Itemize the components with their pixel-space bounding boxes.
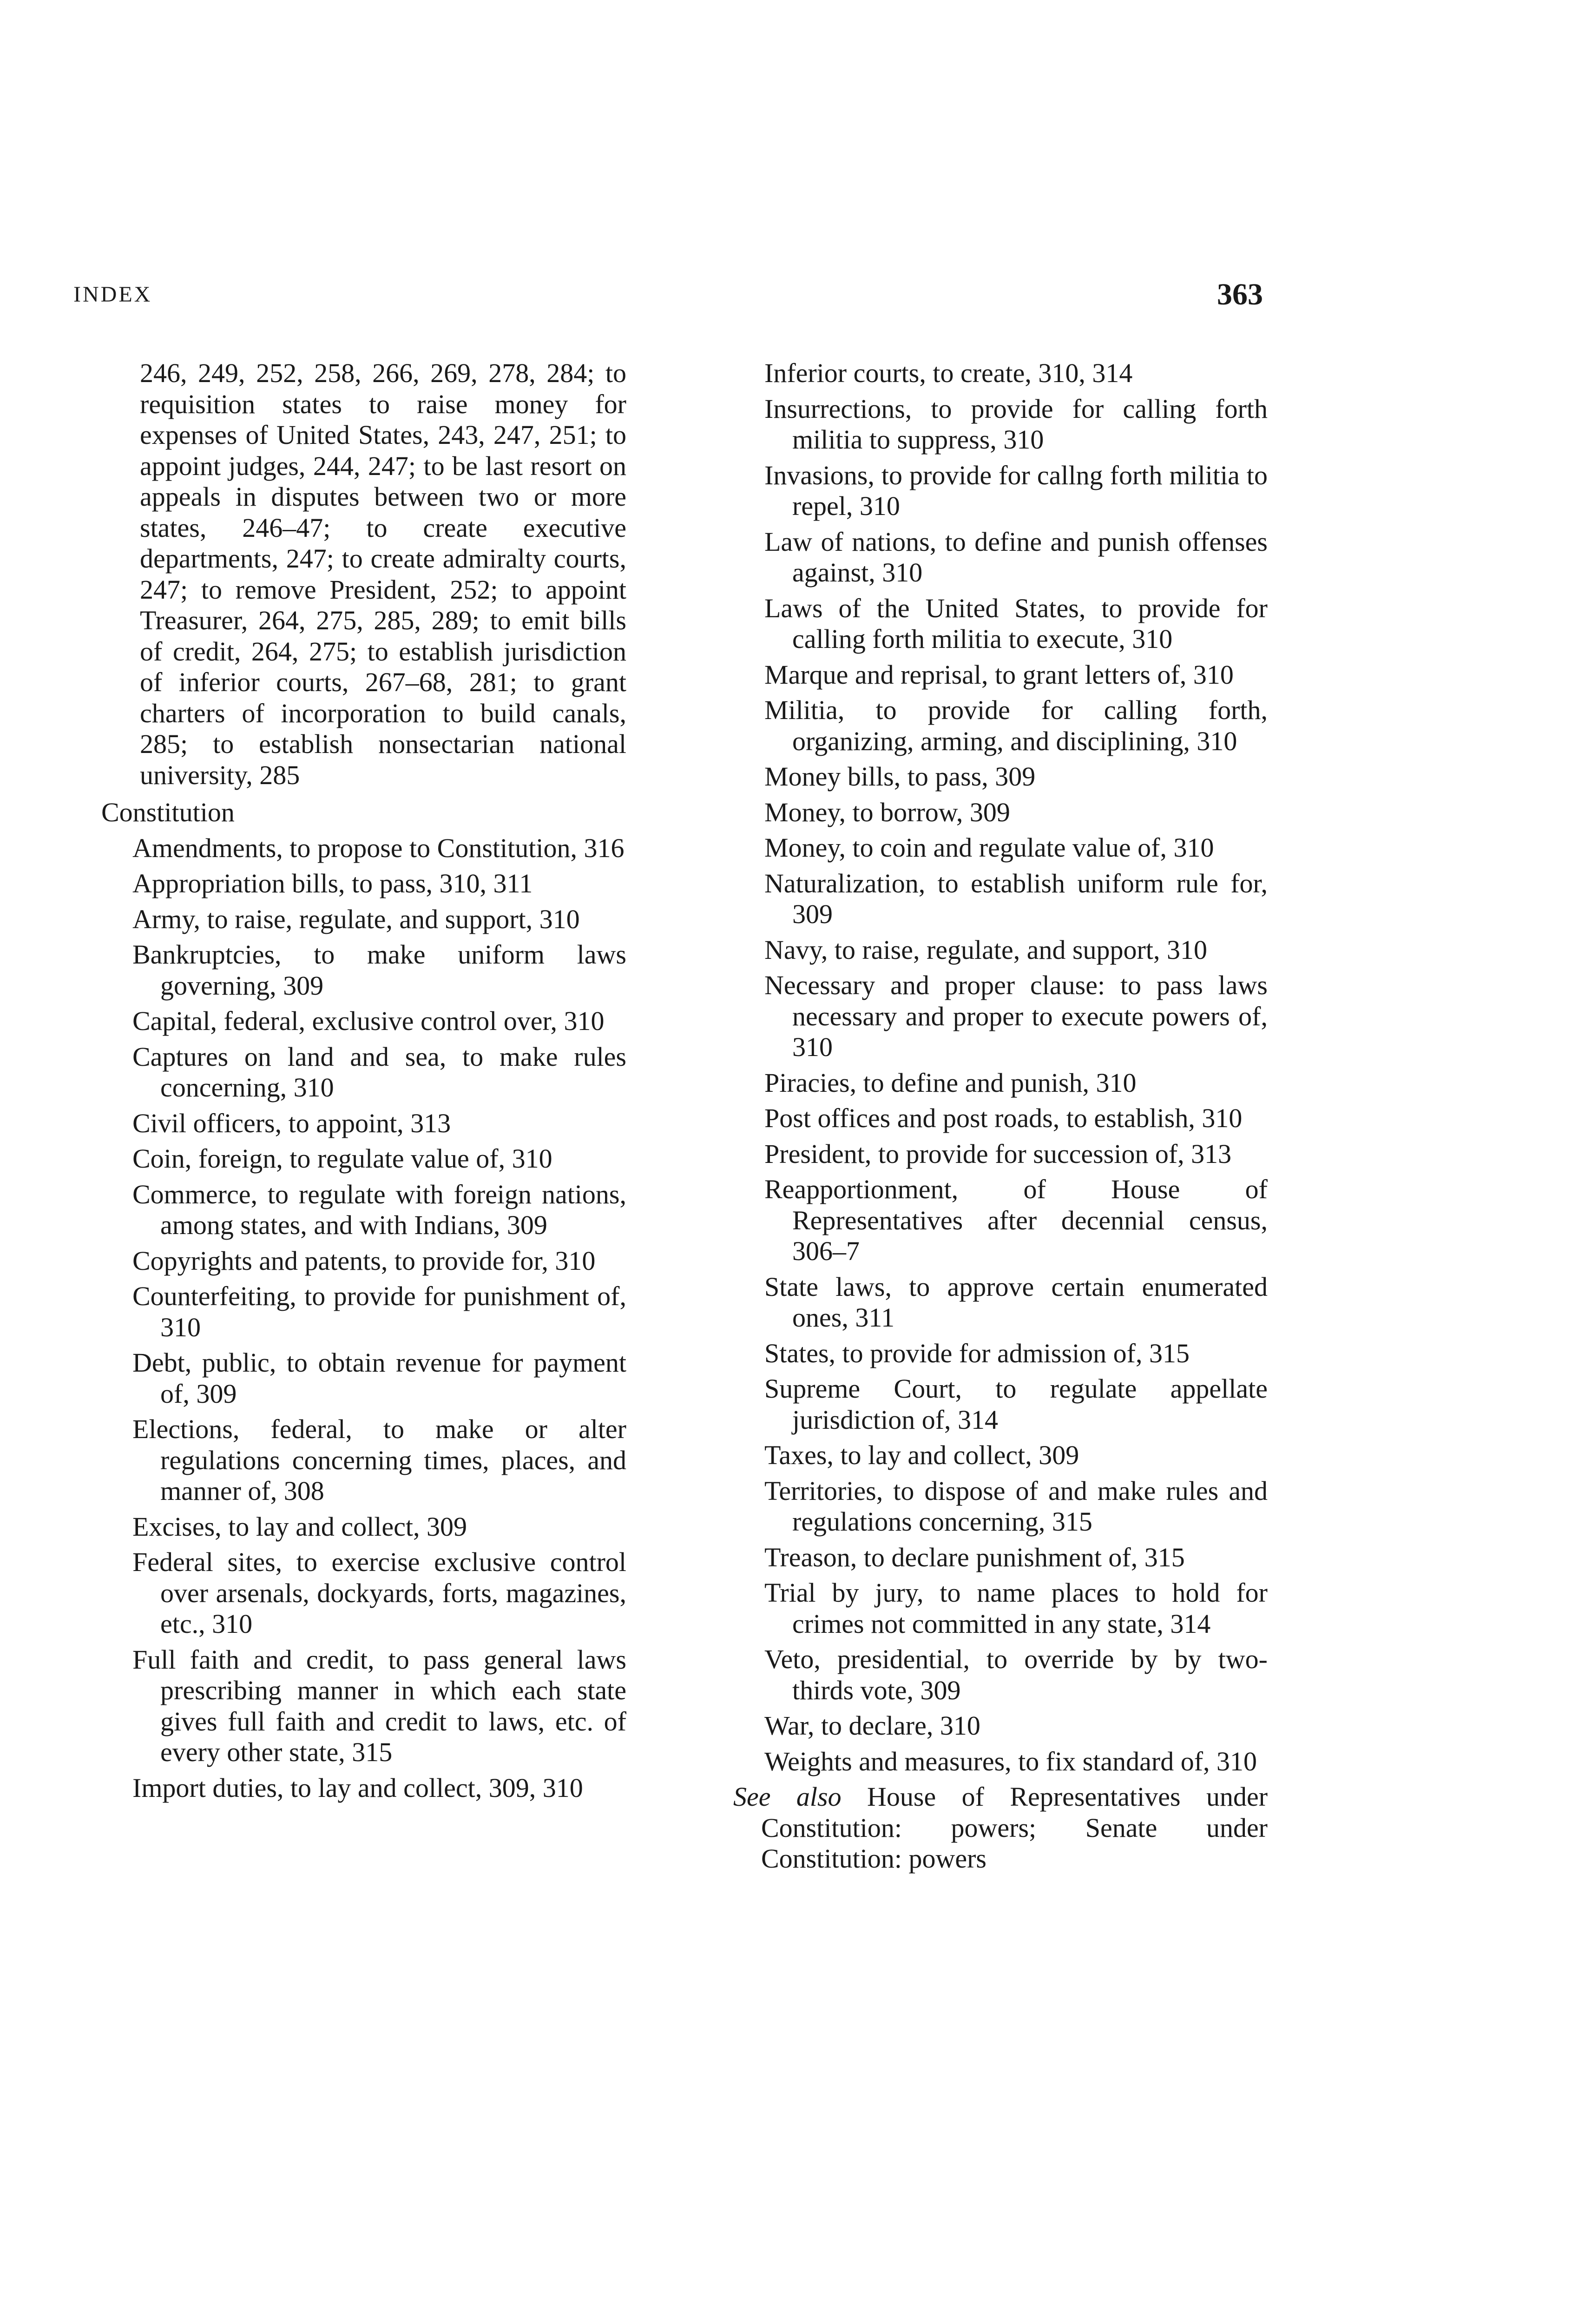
index-entry: Inferior courts, to create, 310, 314 [764, 358, 1133, 388]
index-entry: Excises, to lay and collect, 309 [132, 1511, 467, 1542]
index-entry: Commerce, to regulate with foreign nations, among states, and with Indians, 309 [132, 1179, 626, 1240]
index-entry: Federal sites, to exercise exclusive control over arsenals, dockyards, forts, magazines, etc., 310 [132, 1547, 626, 1639]
index-entry: Weights and measures, to fix standard of, 310 [764, 1746, 1257, 1776]
index-entry: Counterfeiting, to provide for punishment of, 310 [132, 1281, 626, 1342]
index-entry: Veto, presidential, to override by by two-thirds vote, 309 [764, 1644, 1268, 1705]
index-entry: Money, to coin and regulate value of, 310 [764, 832, 1214, 863]
index-entry: Capital, federal, exclusive control over, 310 [132, 1006, 605, 1036]
index-entry: Copyrights and patents, to provide for, 310 [132, 1245, 596, 1276]
index-entry: Laws of the United States, to provide for calling forth militia to execute, 310 [764, 593, 1268, 654]
index-entry: Invasions, to provide for callng forth militia to repel, 310 [764, 460, 1268, 521]
index-entry: Amendments, to propose to Constitution, 316 [132, 832, 625, 863]
index-heading-constitution: Constitution [101, 797, 235, 827]
index-entry: War, to declare, 310 [764, 1710, 980, 1741]
index-entry: Debt, public, to obtain revenue for payment of, 309 [132, 1347, 626, 1409]
index-entry: Money, to borrow, 309 [764, 797, 1010, 827]
index-entry: Insurrections, to provide for calling forth militia to suppress, 310 [764, 393, 1268, 455]
index-entry: Captures on land and sea, to make rules concerning, 310 [132, 1041, 626, 1103]
index-entry: Trial by jury, to name places to hold for crimes not committed in any state, 314 [764, 1578, 1268, 1639]
index-entry: Taxes, to lay and collect, 309 [764, 1440, 1079, 1470]
index-entry: Appropriation bills, to pass, 310, 311 [132, 868, 533, 898]
index-entry: Law of nations, to define and punish offenses against, 310 [764, 526, 1268, 588]
page-header [73, 277, 1263, 319]
index-entry: Money bills, to pass, 309 [764, 761, 1036, 792]
index-entry: Elections, federal, to make or alter regulations concerning times, places, and manner of, 308 [132, 1414, 626, 1506]
running-head: INDEX [73, 282, 152, 307]
index-entry: State laws, to approve certain enumerated ones, 311 [764, 1271, 1268, 1333]
page-number: 363 [1217, 277, 1263, 311]
index-entry: Import duties, to lay and collect, 309, 310 [132, 1772, 583, 1803]
index-entry: Necessary and proper clause: to pass laws necessary and proper to execute powers of, 310 [764, 970, 1268, 1062]
continued-entry-text: 246, 249, 252, 258, 266, 269, 278, 284; to requisition states to raise money for expenses of United States, 243, 247, 251; to appoint judges, 244, 247; to be last resort on appeals in disputes between two or more states, 246–47; to create executive departments, 247; to create admiralty courts, 247; to remove President, 252; to appoint Treasurer, 264, 275, 285, 289; to emit bills of credit, 264, 275; to establish jurisdiction of inferior courts, 267–68, 281; to grant charters of incorporation to build canals, 285; to establish nonsectarian national university, 285 [140, 358, 626, 790]
see-also-label: See also [733, 1782, 842, 1812]
left-column [101, 358, 626, 1808]
index-entry: Marque and reprisal, to grant letters of, 310 [764, 659, 1234, 690]
see-also-entry [733, 1782, 1268, 1875]
index-entry: Bankruptcies, to make uniform laws governing, 309 [132, 939, 626, 1001]
index-entry: Coin, foreign, to regulate value of, 310 [132, 1143, 552, 1174]
index-entry: Post offices and post roads, to establish, 310 [764, 1103, 1243, 1133]
index-entry: Full faith and credit, to pass general laws prescribing manner in which each state gives full faith and credit to laws, etc. of every other state, 315 [132, 1644, 626, 1767]
index-entry: States, to provide for admission of, 315 [764, 1338, 1190, 1368]
index-entry: Piracies, to define and punish, 310 [764, 1067, 1137, 1098]
index-entry: Territories, to dispose of and make rules and regulations concerning, 315 [764, 1475, 1268, 1537]
index-entry: Reapportionment, of House of Representatives after decennial census, 306–7 [764, 1174, 1268, 1266]
see-also-text: House of Representatives under Constitution: powers; Senate under Constitution: powers [761, 1782, 1268, 1874]
right-column [733, 358, 1268, 1879]
index-entry: Naturalization, to establish uniform rule for, 309 [764, 868, 1268, 929]
index-entry: Civil officers, to appoint, 313 [132, 1108, 451, 1138]
index-entry: Army, to raise, regulate, and support, 310 [132, 904, 580, 934]
index-entry: Navy, to raise, regulate, and support, 310 [764, 934, 1207, 965]
index-entry: Supreme Court, to regulate appellate jurisdiction of, 314 [764, 1373, 1268, 1435]
index-entry: Militia, to provide for calling forth, organizing, arming, and disciplining, 310 [764, 695, 1268, 756]
index-entry: Treason, to declare punishment of, 315 [764, 1542, 1185, 1572]
index-entry: President, to provide for succession of, 313 [764, 1138, 1232, 1169]
